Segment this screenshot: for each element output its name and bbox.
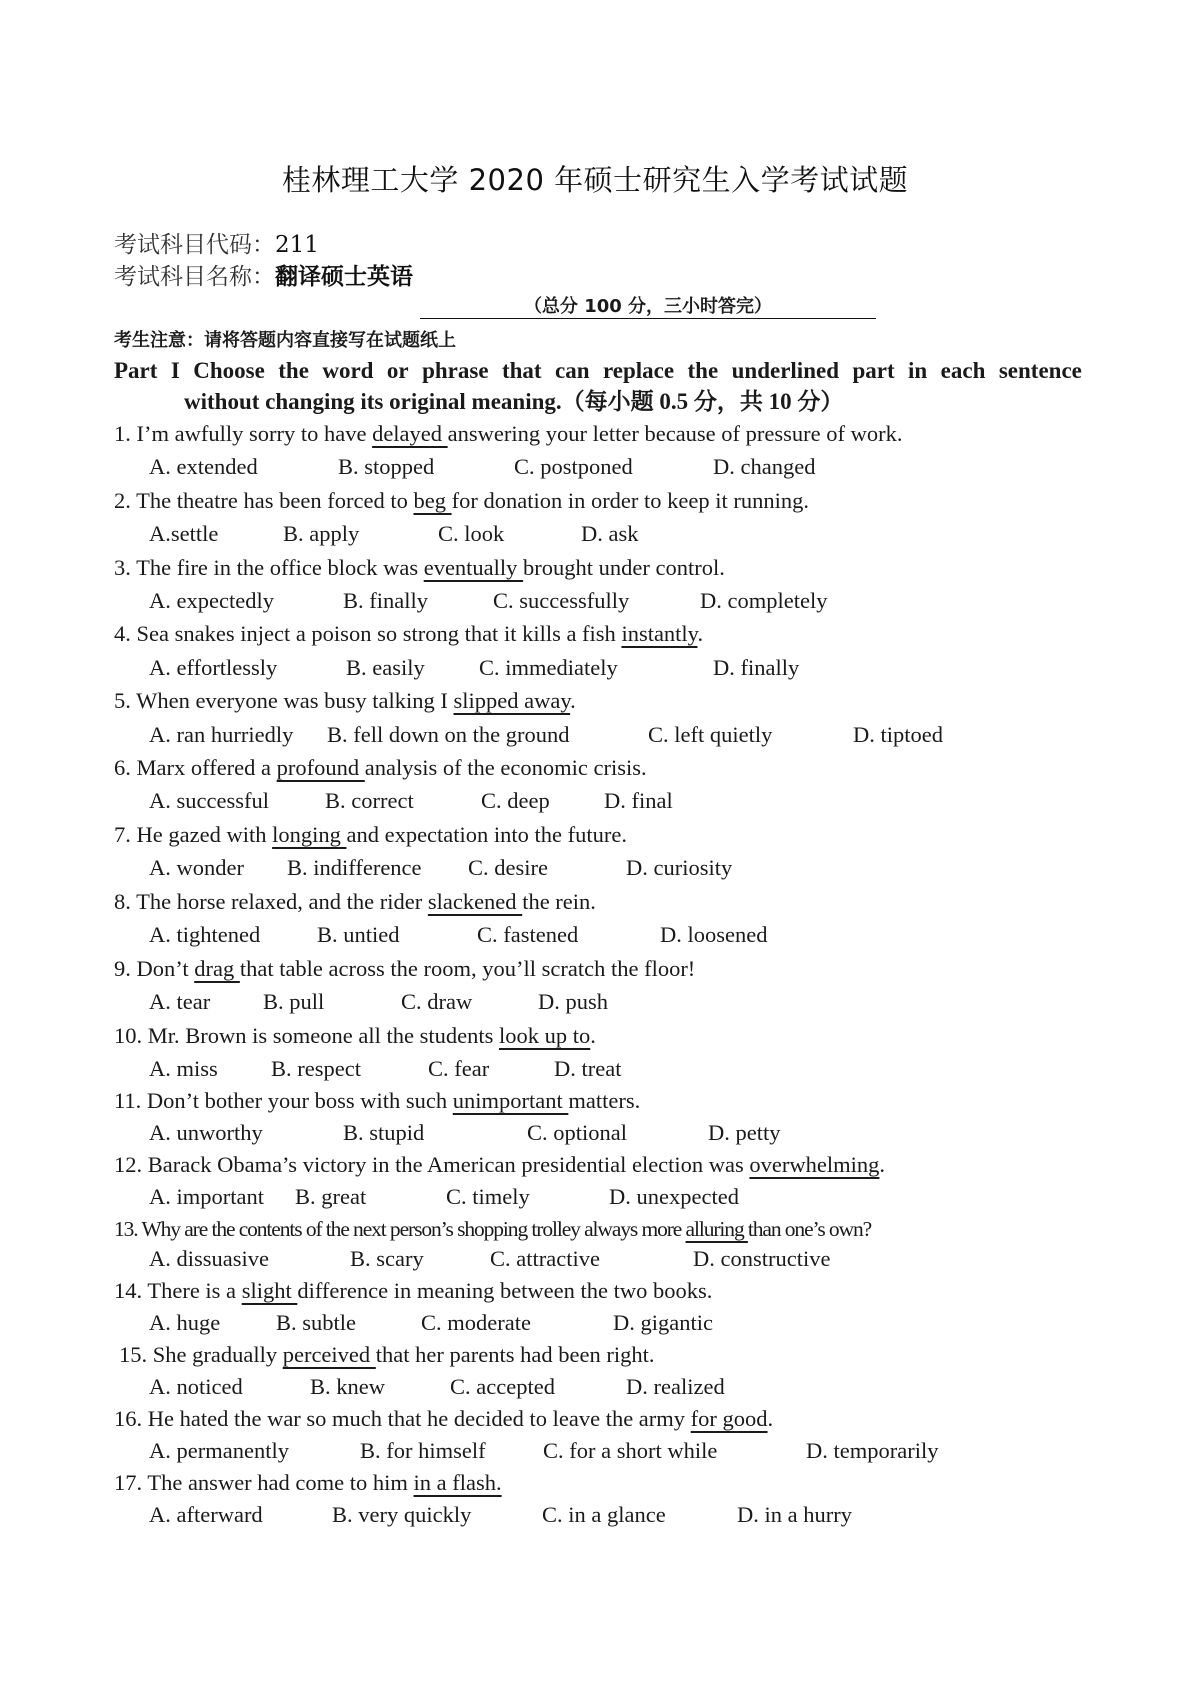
question-7	[114, 822, 627, 848]
subject-code	[114, 226, 319, 259]
underlined-phrase: for good	[690, 1406, 768, 1431]
option-b: B. apply	[283, 521, 360, 546]
underlined-phrase: longing	[272, 822, 347, 847]
heading-word: underlined	[731, 358, 839, 383]
question-6	[114, 755, 647, 781]
heading-word: each	[940, 358, 986, 383]
option-b: B. easily	[346, 655, 425, 680]
underlined-phrase: profound	[276, 755, 365, 780]
option-b: B. scary	[350, 1246, 424, 1271]
option-c: C. deep	[481, 788, 550, 813]
option-d: D. constructive	[693, 1246, 831, 1271]
question-text: 5. When everyone was busy talking I	[114, 688, 454, 713]
option-c: C. moderate	[421, 1310, 531, 1335]
option-c: C. in a glance	[542, 1502, 666, 1527]
question-text: 12. Barack Obama’s victory in the American presidential election was	[114, 1152, 750, 1177]
option-d: D. gigantic	[613, 1310, 713, 1335]
option-d: D. push	[538, 989, 609, 1014]
option-b: B. subtle	[276, 1310, 357, 1335]
question-text: than one’s own?	[747, 1217, 872, 1241]
underlined-phrase: drag	[194, 956, 240, 981]
option-b: B. stopped	[338, 454, 435, 479]
option-a: A. tear	[149, 989, 211, 1014]
underlined-phrase: perceived	[282, 1342, 376, 1367]
option-b: B. finally	[343, 588, 428, 613]
option-a: A. successful	[149, 788, 269, 813]
heading-word: replace	[602, 358, 675, 383]
heading-word: can	[555, 358, 590, 383]
question-11	[114, 1088, 640, 1114]
option-b: B. for himself	[360, 1438, 486, 1463]
question-text: 6. Marx offered a	[114, 755, 277, 780]
option-a: A. tightened	[149, 922, 261, 947]
option-d: D. in a hurry	[737, 1502, 852, 1527]
option-a: A. wonder	[149, 855, 244, 880]
underlined-phrase: unimportant	[452, 1088, 569, 1113]
question-text: 17. The answer had come to him	[114, 1470, 414, 1495]
option-d: D. completely	[700, 588, 828, 613]
question-text: .	[767, 1406, 774, 1431]
heading-word: that	[501, 358, 542, 383]
underlined-phrase: alluring	[685, 1217, 748, 1241]
option-d: D. final	[604, 788, 673, 813]
option-c: C. optional	[527, 1120, 627, 1145]
option-b: B. knew	[310, 1374, 385, 1399]
option-d: D. petty	[708, 1120, 781, 1145]
heading-word: the	[278, 358, 309, 383]
question-10	[114, 1023, 596, 1049]
option-a: A. effortlessly	[149, 655, 278, 680]
question-text: 9. Don’t	[114, 956, 195, 981]
question-text: that her parents had been right.	[375, 1342, 655, 1367]
option-d: D. ask	[581, 521, 639, 546]
option-a: A. dissuasive	[149, 1246, 269, 1271]
question-text: 3. The fire in the office block was	[114, 555, 424, 580]
subject-name	[114, 258, 413, 291]
question-text: that table across the room, you’ll scratch the floor!	[239, 956, 696, 981]
question-text: 8. The horse relaxed, and the rider	[114, 889, 428, 914]
question-text: .	[879, 1152, 886, 1177]
heading-word: sentence	[998, 358, 1082, 383]
underlined-phrase: delayed	[372, 421, 448, 446]
question-text: analysis of the economic crisis.	[364, 755, 647, 780]
question-text: brought under control.	[523, 555, 725, 580]
page-title: 桂林理工大学 2020 年硕士研究生入学考试试题	[281, 163, 909, 197]
option-c: C. immediately	[479, 655, 618, 680]
question-text: .	[570, 688, 576, 713]
option-b: B. great	[295, 1184, 367, 1209]
heading-word: Part	[114, 358, 158, 383]
question-text: the rein.	[522, 889, 596, 914]
question-text: 7. He gazed with	[114, 822, 273, 847]
option-c: C. look	[438, 521, 505, 546]
question-text: 10. Mr. Brown is someone all the students	[114, 1023, 499, 1048]
underlined-phrase: look up to	[498, 1023, 591, 1048]
heading-word: phrase	[422, 358, 489, 383]
question-text: 4. Sea snakes inject a poison so strong that it kills a fish	[114, 621, 622, 646]
question-17	[114, 1470, 502, 1496]
option-a: A. afterward	[149, 1502, 263, 1527]
option-b: B. correct	[325, 788, 414, 813]
question-text: 15. She gradually	[119, 1342, 283, 1367]
option-b: B. untied	[317, 922, 400, 947]
option-d: D. unexpected	[609, 1184, 739, 1209]
underlined-phrase: beg	[413, 488, 452, 513]
option-c: C. postponed	[514, 454, 633, 479]
subject-name-label: 考试科目名称：	[114, 264, 275, 290]
question-5	[114, 688, 576, 714]
question-text: 2. The theatre has been forced to	[114, 488, 414, 513]
underlined-phrase: slipped away	[453, 688, 571, 713]
question-4	[114, 621, 703, 647]
option-a: A.settle	[149, 521, 219, 546]
option-a: A. expectedly	[149, 588, 274, 613]
part-heading	[114, 355, 1082, 417]
option-d: D. loosened	[660, 922, 768, 947]
heading-word: part	[852, 358, 895, 383]
option-d: D. temporarily	[806, 1438, 939, 1463]
question-14	[114, 1278, 712, 1304]
question-text: for donation in order to keep it running.	[451, 488, 810, 513]
question-1	[114, 421, 903, 447]
option-c: C. for a short while	[543, 1438, 718, 1463]
option-b: B. fell down on the ground	[327, 722, 570, 747]
question-text: 14. There is a	[114, 1278, 242, 1303]
question-3	[114, 555, 725, 581]
underlined-phrase: slight	[241, 1278, 298, 1303]
question-text: difference in meaning between the two books.	[297, 1278, 713, 1303]
heading-word: or	[386, 358, 409, 383]
option-a: A. noticed	[149, 1374, 243, 1399]
question-8	[114, 889, 596, 915]
underlined-phrase: instantly	[621, 621, 698, 646]
subject-code-label: 考试科目代码：	[114, 232, 275, 258]
question-text: 1. I’m awfully sorry to have	[114, 421, 373, 446]
option-c: C. fastened	[477, 922, 579, 947]
question-text: answering your letter because of pressure of work.	[447, 421, 903, 446]
heading-word: Choose	[193, 358, 265, 383]
question-16	[114, 1406, 773, 1432]
part-heading-line1	[114, 355, 1082, 386]
option-a: A. unworthy	[149, 1120, 263, 1145]
option-c: C. draw	[401, 989, 473, 1014]
option-d: D. finally	[713, 655, 800, 680]
option-b: B. indifference	[287, 855, 422, 880]
heading-word: the	[687, 358, 719, 383]
option-d: D. treat	[554, 1056, 622, 1081]
option-d: D. tiptoed	[853, 722, 943, 747]
option-c: C. successfully	[493, 588, 630, 613]
question-text: 11. Don’t bother your boss with such	[114, 1088, 453, 1113]
question-text: matters.	[568, 1088, 641, 1113]
option-d: D. changed	[713, 454, 816, 479]
option-b: B. respect	[271, 1056, 361, 1081]
question-text: .	[697, 621, 704, 646]
option-a: A. huge	[149, 1310, 221, 1335]
option-a: A. miss	[149, 1056, 218, 1081]
option-b: B. very quickly	[332, 1502, 472, 1527]
question-9	[114, 956, 695, 982]
underlined-phrase: in a flash.	[413, 1470, 502, 1495]
option-c: C. left quietly	[648, 722, 773, 747]
option-d: D. realized	[626, 1374, 725, 1399]
option-c: C. timely	[446, 1184, 530, 1209]
question-12	[114, 1152, 885, 1178]
option-c: C. attractive	[490, 1246, 600, 1271]
option-c: C. fear	[428, 1056, 490, 1081]
question-text: .	[590, 1023, 596, 1048]
heading-word: I	[170, 358, 180, 383]
underlined-phrase: overwhelming	[749, 1152, 880, 1177]
option-d: D. curiosity	[626, 855, 733, 880]
option-a: A. ran hurriedly	[149, 722, 294, 747]
question-text: and expectation into the future.	[346, 822, 627, 847]
option-b: B. stupid	[343, 1120, 425, 1145]
question-text: 16. He hated the war so much that he decided to leave the army	[114, 1406, 691, 1431]
option-a: A. extended	[149, 454, 258, 479]
question-13	[114, 1217, 871, 1242]
part-heading-line2: without changing its original meaning.（每小题 0.5 分，共 10 分）	[184, 389, 844, 414]
underlined-phrase: slackened	[427, 889, 523, 914]
exam-notice: 考生注意：请将答题内容直接写在试题纸上	[114, 330, 456, 351]
heading-word: word	[322, 358, 374, 383]
heading-word: in	[908, 358, 928, 383]
underlined-phrase: eventually	[423, 555, 524, 580]
question-text: 13. Why are the contents of the next person’s shopping trolley always more	[114, 1217, 686, 1241]
option-c: C. desire	[468, 855, 548, 880]
question-2	[114, 488, 809, 514]
option-b: B. pull	[263, 989, 325, 1014]
option-c: C. accepted	[450, 1374, 555, 1399]
option-a: A. important	[149, 1184, 264, 1209]
question-15	[119, 1342, 654, 1368]
option-a: A. permanently	[149, 1438, 289, 1463]
score-note: （总分 100 分，三小时答完）	[420, 292, 876, 319]
subject-name-value: 翻译硕士英语	[275, 264, 413, 290]
subject-code-value: 211	[275, 232, 319, 258]
